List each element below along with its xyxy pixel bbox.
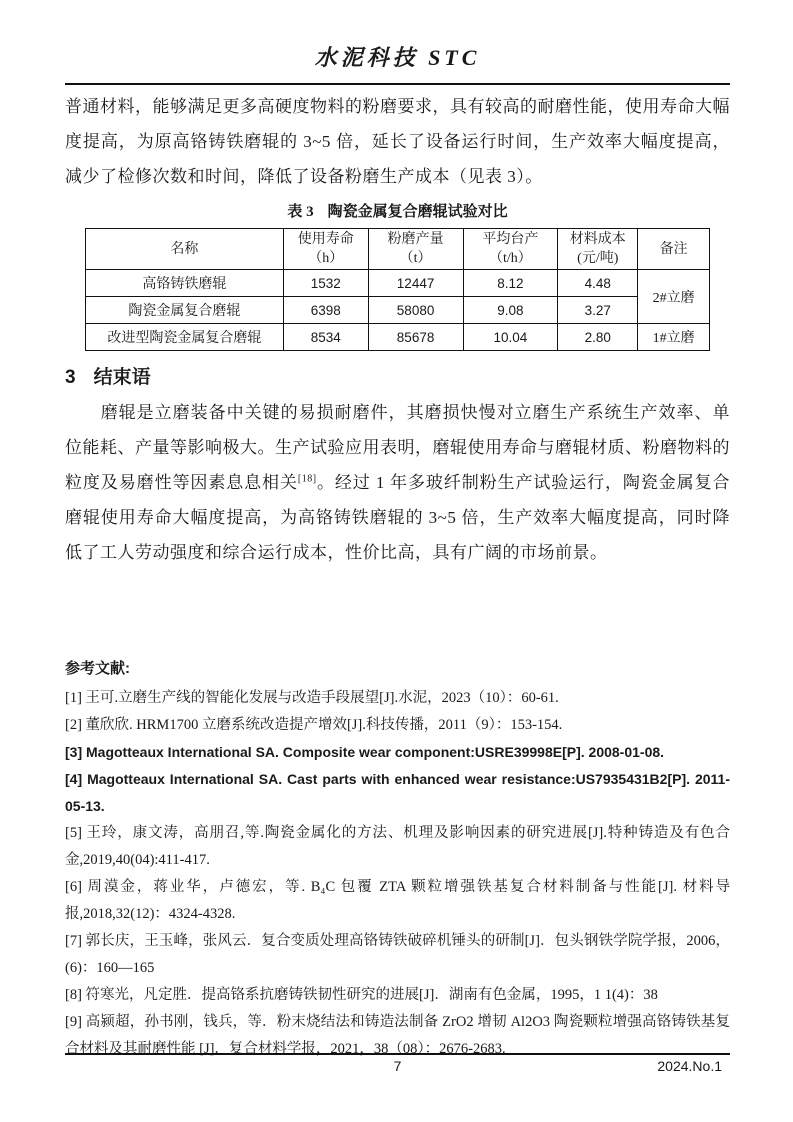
header-cell-life: 使用寿命 （h） bbox=[283, 229, 368, 270]
reference-item: [2] 董欣欣. HRM1700 立磨系统改造提产增效[J].科技传播，2011（9）：153-154. bbox=[65, 717, 563, 733]
header-cell-note: 备注 bbox=[638, 229, 710, 270]
intro-paragraph: 普通材料，能够满足更多高硬度物料的粉磨要求，具有较高的耐磨性能，使用寿命大幅度提高，为原高铬铸铁磨辊的 3~5 倍，延长了设备运行时间，生产效率大幅度提高，减少了检修次数和时间，降低了设备粉磨生产成本（见表 3）。 bbox=[65, 97, 730, 186]
cell-avg: 10.04 bbox=[463, 324, 558, 351]
cell-life: 8534 bbox=[283, 324, 368, 351]
conclusion-text-before: 磨辊是立磨装备中关键的易损耐磨件，其磨损快慢对立磨生产系统生产效率、单位能耗、产量等影响极大。生产试验应用表明，磨辊使用寿命与磨辊材质、粉磨物料的粒度及易磨性等因素息息相关 bbox=[65, 403, 730, 492]
cell-output: 85678 bbox=[368, 324, 463, 351]
footer-page-number: 7 bbox=[393, 1058, 402, 1074]
header-rule bbox=[65, 83, 730, 85]
section-heading bbox=[65, 365, 730, 391]
reference-item: [3] Magotteaux International SA. Composite wear component:USRE39998E[P]. 2008-01-08. bbox=[65, 744, 665, 760]
page-footer bbox=[65, 1053, 730, 1074]
cell-cost: 2.80 bbox=[558, 324, 638, 351]
cell-name: 陶瓷金属复合磨辊 bbox=[86, 297, 284, 324]
reference-item: [8] 符寒光，凡定胜．提高铬系抗磨铸铁韧性研究的进展[J]．湖南有色金属，1995，1 1(4)：38 bbox=[65, 987, 658, 1003]
cell-note-merged: 2#立磨 bbox=[638, 270, 710, 324]
cell-avg: 8.12 bbox=[463, 270, 558, 297]
cell-note: 1#立磨 bbox=[638, 324, 710, 351]
cell-cost: 3.27 bbox=[558, 297, 638, 324]
table-caption-label: 表 3 bbox=[287, 204, 314, 220]
cell-output: 58080 bbox=[368, 297, 463, 324]
cell-name: 改进型陶瓷金属复合磨辊 bbox=[86, 324, 284, 351]
results-table bbox=[85, 228, 710, 351]
reference-item: [9] 高颍超，孙书刚，钱兵，等．粉末烧结法和铸造法制备 ZrO2 增韧 Al2O3 陶瓷颗粒增强高铬铸铁基复合材料及其耐磨性能 [J]．复合材料学报，2021，38（08）：2676-2683. bbox=[65, 1014, 730, 1057]
reference-item: [4] Magotteaux International SA. Cast parts with enhanced wear resistance:US7935431B2[P]. 2011-05-13. bbox=[65, 771, 730, 814]
cell-cost: 4.48 bbox=[558, 270, 638, 297]
table-row bbox=[86, 297, 710, 324]
table-header-row bbox=[86, 229, 710, 270]
cell-avg: 9.08 bbox=[463, 297, 558, 324]
header-cell-name: 名称 bbox=[86, 229, 284, 270]
cell-output: 12447 bbox=[368, 270, 463, 297]
reference-item: [6] 周漠金，蒋业华，卢德宏，等. B₄C 包覆 ZTA 颗粒增强铁基复合材料制备与性能[J]. 材料导报,2018,32(12)：4324-4328. bbox=[65, 879, 730, 922]
references-section bbox=[65, 658, 730, 1063]
journal-header-title: 水泥科技 STC bbox=[314, 45, 481, 70]
conclusion-text-after: 。经过 1 年多玻纤制粉生产试验运行，陶瓷金属复合磨辊使用寿命大幅度提高，为高铬铸铁磨辊的 3~5 倍，生产效率大幅度提高，同时降低了工人劳动强度和综合运行成本，性价比高，具有广阔的市场前景。 bbox=[65, 473, 731, 562]
footer-issue-label: 2024.No.1 bbox=[657, 1058, 722, 1074]
table-row bbox=[86, 324, 710, 351]
header-cell-output: 粉磨产量 （t） bbox=[368, 229, 463, 270]
header-cell-cost: 材料成本 (元/吨) bbox=[558, 229, 638, 270]
reference-item: [7] 郭长庆，王玉峰，张风云．复合变质处理高铬铸铁破碎机锤头的研制[J]．包头钢铁学院学报，2006，(6)：160—165 bbox=[65, 933, 730, 976]
references-list bbox=[65, 685, 730, 1063]
citation-superscript: [18] bbox=[297, 473, 317, 485]
section-title: 结束语 bbox=[93, 367, 151, 388]
cell-name: 高铬铸铁磨辊 bbox=[86, 270, 284, 297]
conclusion-paragraph bbox=[65, 395, 730, 570]
cell-life: 1532 bbox=[283, 270, 368, 297]
header-cell-avg: 平均台产 （t/h） bbox=[463, 229, 558, 270]
reference-item: [5] 王玲，康文涛，高朋召,等.陶瓷金属化的方法、机理及影响因素的研究进展[J].特种铸造及有色合金,2019,40(04):411-417. bbox=[65, 825, 730, 868]
table-caption-title: 陶瓷金属复合磨辊试验对比 bbox=[327, 204, 508, 220]
table-row bbox=[86, 270, 710, 297]
references-heading: 参考文献: bbox=[65, 660, 130, 677]
section-number: 3 bbox=[65, 367, 76, 388]
reference-item: [1] 王可.立磨生产线的智能化发展与改造手段展望[J].水泥，2023（10）：60-61. bbox=[65, 690, 559, 706]
table-caption bbox=[65, 202, 730, 222]
cell-life: 6398 bbox=[283, 297, 368, 324]
